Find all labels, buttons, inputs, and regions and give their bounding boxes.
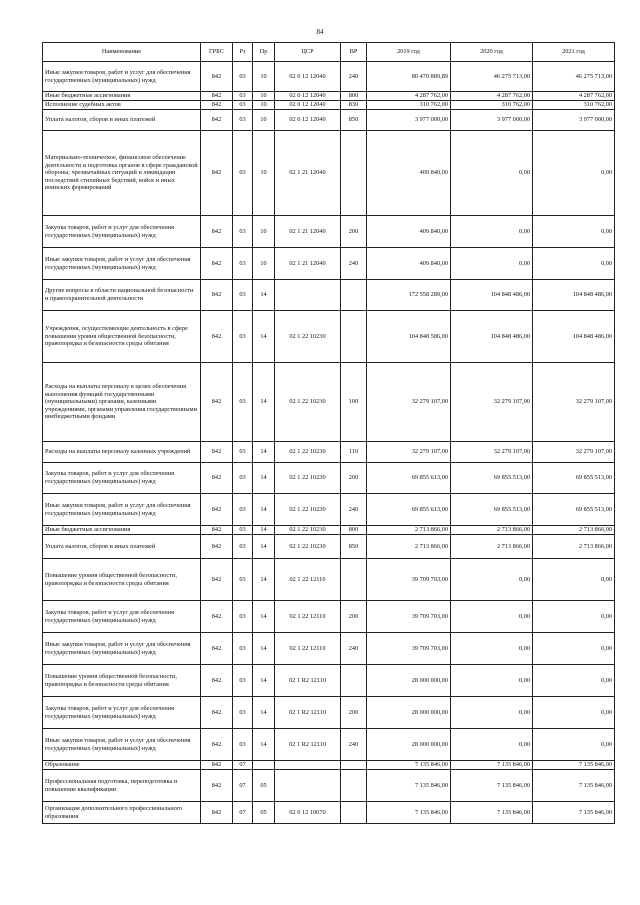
cell-vr: 240	[341, 633, 367, 665]
table-row	[43, 559, 615, 601]
cell-pr: 10	[253, 131, 275, 216]
table-row	[43, 110, 615, 131]
cell-2021: 0,00	[533, 216, 615, 248]
cell-vr: 240	[341, 494, 367, 526]
cell-grbs: 842	[201, 248, 233, 280]
cell-vr	[341, 770, 367, 802]
cell-grbs: 842	[201, 729, 233, 761]
cell-rz: 03	[233, 601, 253, 633]
cell-name: Уплата налогов, сборов и иных платежей	[43, 535, 201, 559]
col-header-csr: ЦСР	[275, 43, 341, 62]
cell-pr	[253, 761, 275, 770]
cell-vr	[341, 665, 367, 697]
cell-name: Образование	[43, 761, 201, 770]
cell-2020: 104 848 486,00	[451, 280, 533, 311]
cell-rz: 03	[233, 248, 253, 280]
cell-2019: 32 279 107,00	[367, 363, 451, 442]
cell-vr: 850	[341, 110, 367, 131]
cell-2021: 2 713 866,00	[533, 526, 615, 535]
cell-2021: 0,00	[533, 633, 615, 665]
cell-name: Другие вопросы в области национальной безопасности и правоохранительной деятельности	[43, 280, 201, 311]
cell-2020: 7 135 846,00	[451, 802, 533, 824]
table-row	[43, 131, 615, 216]
cell-csr: 02 1 R2 12110	[275, 729, 341, 761]
cell-2019: 104 848 586,00	[367, 311, 451, 363]
cell-pr: 14	[253, 601, 275, 633]
table-row	[43, 535, 615, 559]
cell-2019: 409 840,00	[367, 131, 451, 216]
cell-2019: 310 762,00	[367, 101, 451, 110]
cell-rz: 03	[233, 311, 253, 363]
cell-vr: 100	[341, 363, 367, 442]
cell-2020: 104 848 486,00	[451, 311, 533, 363]
cell-rz: 03	[233, 442, 253, 463]
cell-csr	[275, 761, 341, 770]
cell-rz: 03	[233, 131, 253, 216]
table-header-row	[43, 43, 615, 62]
cell-pr: 10	[253, 110, 275, 131]
cell-rz: 03	[233, 92, 253, 101]
cell-vr: 240	[341, 729, 367, 761]
cell-csr: 02 1 22 10230	[275, 463, 341, 494]
cell-2021: 0,00	[533, 729, 615, 761]
table-row	[43, 729, 615, 761]
cell-csr: 02 1 21 12040	[275, 248, 341, 280]
cell-grbs: 842	[201, 633, 233, 665]
cell-name: Закупка товаров, работ и услуг для обеспечения государственных (муниципальных) нужд	[43, 697, 201, 729]
col-header-2020: 2020 год	[451, 43, 533, 62]
cell-2020: 7 135 846,00	[451, 761, 533, 770]
table-row	[43, 802, 615, 824]
cell-vr: 240	[341, 62, 367, 92]
cell-2019: 3 977 000,00	[367, 110, 451, 131]
cell-pr: 10	[253, 101, 275, 110]
table-row	[43, 442, 615, 463]
budget-table	[42, 42, 615, 824]
cell-grbs: 842	[201, 526, 233, 535]
cell-pr: 14	[253, 729, 275, 761]
cell-grbs: 842	[201, 110, 233, 131]
table-row	[43, 697, 615, 729]
cell-2020: 0,00	[451, 697, 533, 729]
cell-pr: 14	[253, 559, 275, 601]
cell-name: Закупка товаров, работ и услуг для обеспечения государственных (муниципальных) нужд	[43, 601, 201, 633]
cell-2021: 32 279 107,00	[533, 363, 615, 442]
cell-2019: 80 470 889,89	[367, 62, 451, 92]
cell-csr: 02 0 12 12040	[275, 62, 341, 92]
cell-name: Закупка товаров, работ и услуг для обеспечения государственных (муниципальных) нужд	[43, 463, 201, 494]
cell-rz: 03	[233, 463, 253, 494]
cell-vr	[341, 311, 367, 363]
cell-rz: 03	[233, 62, 253, 92]
cell-pr: 14	[253, 494, 275, 526]
table-row	[43, 633, 615, 665]
cell-pr: 14	[253, 311, 275, 363]
cell-name: Расходы на выплаты персоналу казенных учреждений	[43, 442, 201, 463]
table-row	[43, 62, 615, 92]
cell-rz: 03	[233, 280, 253, 311]
cell-2020: 32 279 107,00	[451, 442, 533, 463]
cell-2021: 104 848 486,00	[533, 311, 615, 363]
cell-vr: 830	[341, 101, 367, 110]
cell-grbs: 842	[201, 463, 233, 494]
cell-csr	[275, 280, 341, 311]
cell-pr: 14	[253, 280, 275, 311]
cell-grbs: 842	[201, 770, 233, 802]
cell-name: Расходы на выплаты персоналу в целях обеспечения выполнения функций государственными (муниципальными) органами, казенными учреждениями, органами управления государственными внебюджетными фондами	[43, 363, 201, 442]
cell-csr: 02 1 22 10230	[275, 311, 341, 363]
cell-csr: 02 0 12 12040	[275, 110, 341, 131]
cell-csr: 02 1 22 10230	[275, 535, 341, 559]
cell-csr: 02 1 R2 12110	[275, 665, 341, 697]
cell-name: Закупка товаров, работ и услуг для обеспечения государственных (муниципальных) нужд	[43, 216, 201, 248]
cell-rz: 03	[233, 216, 253, 248]
cell-grbs: 842	[201, 216, 233, 248]
cell-rz: 03	[233, 697, 253, 729]
table-row	[43, 526, 615, 535]
cell-2021: 69 855 513,00	[533, 463, 615, 494]
cell-name: Иные бюджетные ассигнования	[43, 92, 201, 101]
cell-pr: 05	[253, 770, 275, 802]
cell-2021: 69 855 513,00	[533, 494, 615, 526]
cell-pr: 14	[253, 633, 275, 665]
cell-2021: 0,00	[533, 665, 615, 697]
cell-2020: 46 275 713,00	[451, 62, 533, 92]
cell-csr: 02 0 12 12040	[275, 101, 341, 110]
cell-csr: 02 1 R2 12110	[275, 697, 341, 729]
cell-grbs: 842	[201, 802, 233, 824]
cell-grbs: 842	[201, 665, 233, 697]
cell-2021: 7 135 846,00	[533, 761, 615, 770]
cell-2020: 0,00	[451, 559, 533, 601]
cell-grbs: 842	[201, 101, 233, 110]
cell-grbs: 842	[201, 442, 233, 463]
cell-pr: 14	[253, 526, 275, 535]
cell-grbs: 842	[201, 92, 233, 101]
cell-2019: 28 000 000,00	[367, 729, 451, 761]
cell-csr: 02 1 22 10230	[275, 363, 341, 442]
table-row	[43, 463, 615, 494]
cell-2019: 409 840,00	[367, 248, 451, 280]
cell-pr: 14	[253, 463, 275, 494]
cell-grbs: 842	[201, 494, 233, 526]
cell-grbs: 842	[201, 601, 233, 633]
cell-2019: 69 855 613,00	[367, 494, 451, 526]
cell-grbs: 842	[201, 363, 233, 442]
cell-rz: 07	[233, 761, 253, 770]
col-header-name: Наименование	[43, 43, 201, 62]
cell-2019: 172 558 289,00	[367, 280, 451, 311]
cell-2020: 0,00	[451, 216, 533, 248]
cell-grbs: 842	[201, 761, 233, 770]
cell-2019: 28 000 000,00	[367, 697, 451, 729]
cell-csr	[275, 770, 341, 802]
cell-name: Иные бюджетные ассигнования	[43, 526, 201, 535]
cell-csr: 02 0 12 12040	[275, 92, 341, 101]
cell-pr: 10	[253, 216, 275, 248]
cell-name: Иные закупки товаров, работ и услуг для обеспечения государственных (муниципальных) нужд	[43, 248, 201, 280]
table-row	[43, 216, 615, 248]
cell-grbs: 842	[201, 62, 233, 92]
col-header-rz: Рз	[233, 43, 253, 62]
cell-2021: 0,00	[533, 697, 615, 729]
cell-csr: 02 1 22 12110	[275, 601, 341, 633]
cell-pr: 14	[253, 665, 275, 697]
cell-2020: 69 855 513,00	[451, 494, 533, 526]
cell-pr: 10	[253, 92, 275, 101]
cell-grbs: 842	[201, 311, 233, 363]
cell-2021: 0,00	[533, 601, 615, 633]
cell-vr: 240	[341, 248, 367, 280]
cell-name: Профессиональная подготовка, переподготовка и повышение квалификации	[43, 770, 201, 802]
cell-2021: 7 135 846,00	[533, 802, 615, 824]
cell-name: Иные закупки товаров, работ и услуг для обеспечения государственных (муниципальных) нужд	[43, 729, 201, 761]
table-row	[43, 494, 615, 526]
cell-csr: 02 1 21 12040	[275, 216, 341, 248]
cell-vr: 200	[341, 601, 367, 633]
col-header-grbs: ГРБС	[201, 43, 233, 62]
cell-pr: 10	[253, 62, 275, 92]
cell-vr: 200	[341, 216, 367, 248]
cell-name: Учреждения, осуществляющие деятельность в сфере повышения уровня общественной безопасности, правопорядка и безопасности среды обитания	[43, 311, 201, 363]
cell-vr	[341, 131, 367, 216]
cell-pr: 14	[253, 442, 275, 463]
cell-name: Иные закупки товаров, работ и услуг для обеспечения государственных (муниципальных) нужд	[43, 494, 201, 526]
cell-2020: 0,00	[451, 601, 533, 633]
cell-2020: 3 977 000,00	[451, 110, 533, 131]
cell-vr: 850	[341, 535, 367, 559]
cell-2021: 0,00	[533, 559, 615, 601]
cell-csr: 02 1 21 12040	[275, 131, 341, 216]
cell-name: Уплата налогов, сборов и иных платежей	[43, 110, 201, 131]
cell-pr: 14	[253, 697, 275, 729]
cell-rz: 07	[233, 802, 253, 824]
table-row	[43, 101, 615, 110]
cell-vr: 800	[341, 92, 367, 101]
cell-2021: 2 713 866,00	[533, 535, 615, 559]
cell-vr	[341, 559, 367, 601]
cell-grbs: 842	[201, 535, 233, 559]
cell-rz: 03	[233, 535, 253, 559]
cell-vr	[341, 761, 367, 770]
cell-name: Повышение уровня общественной безопасности, правопорядка и безопасности среды обитания	[43, 559, 201, 601]
cell-2019: 7 135 846,00	[367, 761, 451, 770]
cell-2020: 4 287 762,00	[451, 92, 533, 101]
cell-pr: 14	[253, 363, 275, 442]
table-row	[43, 280, 615, 311]
cell-vr	[341, 802, 367, 824]
cell-grbs: 842	[201, 697, 233, 729]
cell-vr	[341, 280, 367, 311]
cell-2020: 0,00	[451, 131, 533, 216]
cell-rz: 03	[233, 559, 253, 601]
cell-grbs: 842	[201, 280, 233, 311]
cell-vr: 800	[341, 526, 367, 535]
col-header-vr: ВР	[341, 43, 367, 62]
cell-2019: 32 279 107,00	[367, 442, 451, 463]
cell-2020: 2 713 866,00	[451, 526, 533, 535]
cell-2019: 2 713 866,00	[367, 526, 451, 535]
cell-rz: 07	[233, 770, 253, 802]
table-row	[43, 665, 615, 697]
cell-name: Материально-техническое, финансовое обеспечение деятельности и подготовка органов в сфере гражданской обороны, чрезвычайных ситуаций и ликвидации последствий стихийных бедствий, войск и иных воинских формирований	[43, 131, 201, 216]
cell-2019: 39 709 703,00	[367, 559, 451, 601]
cell-name: Иные закупки товаров, работ и услуг для обеспечения государственных (муниципальных) нужд	[43, 633, 201, 665]
col-header-2021: 2021 год	[533, 43, 615, 62]
cell-2020: 0,00	[451, 633, 533, 665]
cell-2020: 310 762,00	[451, 101, 533, 110]
cell-2019: 28 000 000,00	[367, 665, 451, 697]
page-number: 84	[316, 28, 324, 36]
cell-2019: 4 287 762,00	[367, 92, 451, 101]
cell-2021: 32 279 107,00	[533, 442, 615, 463]
cell-vr: 200	[341, 697, 367, 729]
table-row	[43, 601, 615, 633]
cell-2020: 0,00	[451, 248, 533, 280]
cell-2020: 0,00	[451, 665, 533, 697]
table-row	[43, 311, 615, 363]
cell-name: Организация дополнительного профессионального образования	[43, 802, 201, 824]
cell-2019: 2 713 866,00	[367, 535, 451, 559]
cell-rz: 03	[233, 101, 253, 110]
cell-rz: 03	[233, 494, 253, 526]
cell-2020: 69 855 513,00	[451, 463, 533, 494]
table-row	[43, 761, 615, 770]
cell-grbs: 842	[201, 131, 233, 216]
cell-2021: 0,00	[533, 248, 615, 280]
cell-2020: 2 713 866,00	[451, 535, 533, 559]
cell-csr: 02 1 22 12110	[275, 559, 341, 601]
col-header-pr: Пр	[253, 43, 275, 62]
cell-2019: 7 135 846,00	[367, 770, 451, 802]
table-row	[43, 248, 615, 280]
cell-rz: 03	[233, 729, 253, 761]
cell-name: Повышение уровня общественной безопасности, правопорядка и безопасности среды обитания	[43, 665, 201, 697]
cell-2021: 46 275 713,00	[533, 62, 615, 92]
cell-2019: 39 709 703,00	[367, 633, 451, 665]
cell-2020: 32 279 107,00	[451, 363, 533, 442]
cell-vr: 110	[341, 442, 367, 463]
cell-rz: 03	[233, 363, 253, 442]
cell-2021: 7 135 846,00	[533, 770, 615, 802]
cell-pr: 14	[253, 535, 275, 559]
cell-2019: 409 840,00	[367, 216, 451, 248]
cell-2021: 104 848 486,00	[533, 280, 615, 311]
cell-2021: 0,00	[533, 131, 615, 216]
cell-grbs: 842	[201, 559, 233, 601]
cell-2020: 0,00	[451, 729, 533, 761]
cell-rz: 03	[233, 633, 253, 665]
cell-csr: 02 1 22 10230	[275, 526, 341, 535]
cell-name: Иные закупки товаров, работ и услуг для обеспечения государственных (муниципальных) нужд	[43, 62, 201, 92]
cell-pr: 10	[253, 248, 275, 280]
cell-csr: 02 0 12 10670	[275, 802, 341, 824]
table-row	[43, 363, 615, 442]
cell-2021: 3 977 000,00	[533, 110, 615, 131]
cell-vr: 200	[341, 463, 367, 494]
cell-rz: 03	[233, 526, 253, 535]
cell-2020: 7 135 846,00	[451, 770, 533, 802]
cell-2019: 39 709 703,00	[367, 601, 451, 633]
col-header-2019: 2019 год	[367, 43, 451, 62]
cell-2021: 4 287 762,00	[533, 92, 615, 101]
cell-pr: 05	[253, 802, 275, 824]
cell-rz: 03	[233, 665, 253, 697]
cell-csr: 02 1 22 12110	[275, 633, 341, 665]
cell-2019: 7 135 846,00	[367, 802, 451, 824]
cell-rz: 03	[233, 110, 253, 131]
cell-2021: 310 762,00	[533, 101, 615, 110]
cell-csr: 02 1 22 10230	[275, 442, 341, 463]
cell-name: Исполнение судебных актов	[43, 101, 201, 110]
table-row	[43, 770, 615, 802]
table-row	[43, 92, 615, 101]
cell-2019: 69 855 613,00	[367, 463, 451, 494]
cell-csr: 02 1 22 10230	[275, 494, 341, 526]
